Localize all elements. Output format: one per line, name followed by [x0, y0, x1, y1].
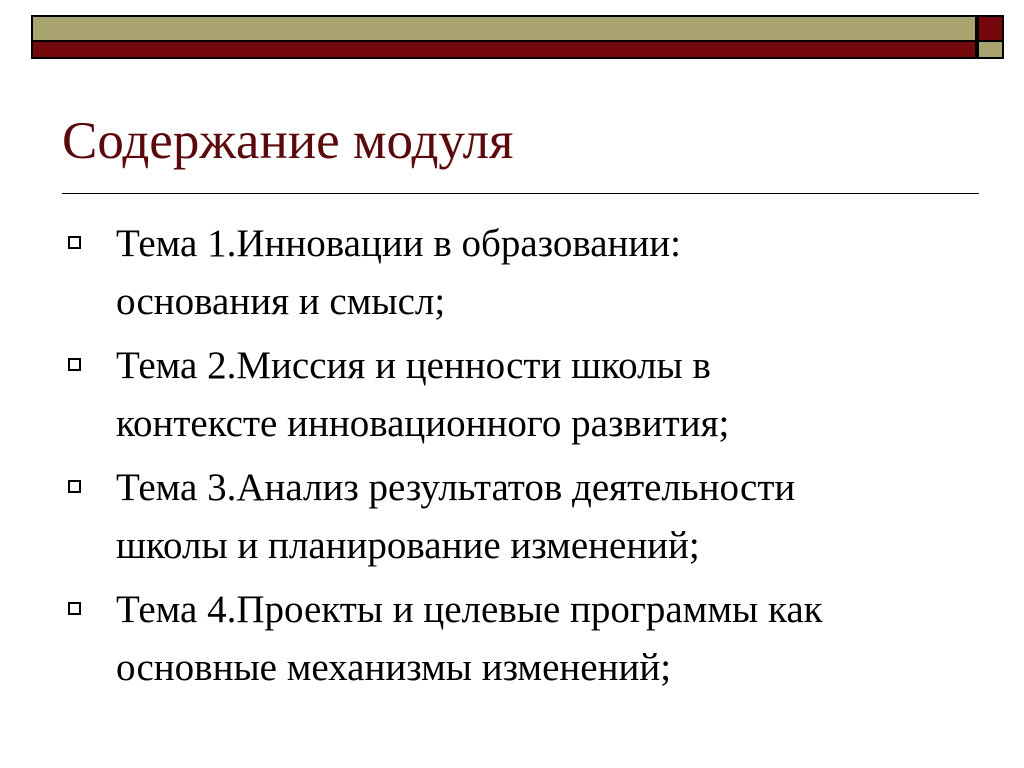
square-bullet-icon [68, 480, 81, 493]
topic-line: Тема 3.Анализ результатов деятельности [116, 466, 796, 509]
header-decorative-band [31, 15, 977, 59]
topic-list [62, 215, 962, 703]
list-item [62, 459, 962, 575]
title-divider [62, 193, 979, 194]
topic-line: Тема 4.Проекты и целевые программы как [116, 588, 823, 631]
topic-line: основания и смысл; [116, 280, 446, 323]
list-item [62, 215, 962, 331]
topic-line: Тема 2.Миссия и ценности школы в [116, 344, 711, 387]
topic-line: основные механизмы изменений; [116, 646, 672, 689]
topic-line: школы и планирование изменений; [116, 524, 700, 567]
square-bullet-icon [68, 358, 81, 371]
corner-olive-square [977, 40, 1004, 59]
corner-maroon-square [977, 15, 1004, 42]
band-olive-stripe [31, 15, 977, 42]
slide-title: Содержание модуля [62, 112, 514, 170]
list-item [62, 581, 962, 697]
topic-line: контексте инновационного развития; [116, 402, 730, 445]
square-bullet-icon [68, 602, 81, 615]
list-item [62, 337, 962, 453]
square-bullet-icon [68, 236, 81, 249]
topic-line: Тема 1.Инновации в образовании: [116, 222, 682, 265]
band-maroon-stripe [31, 40, 977, 59]
